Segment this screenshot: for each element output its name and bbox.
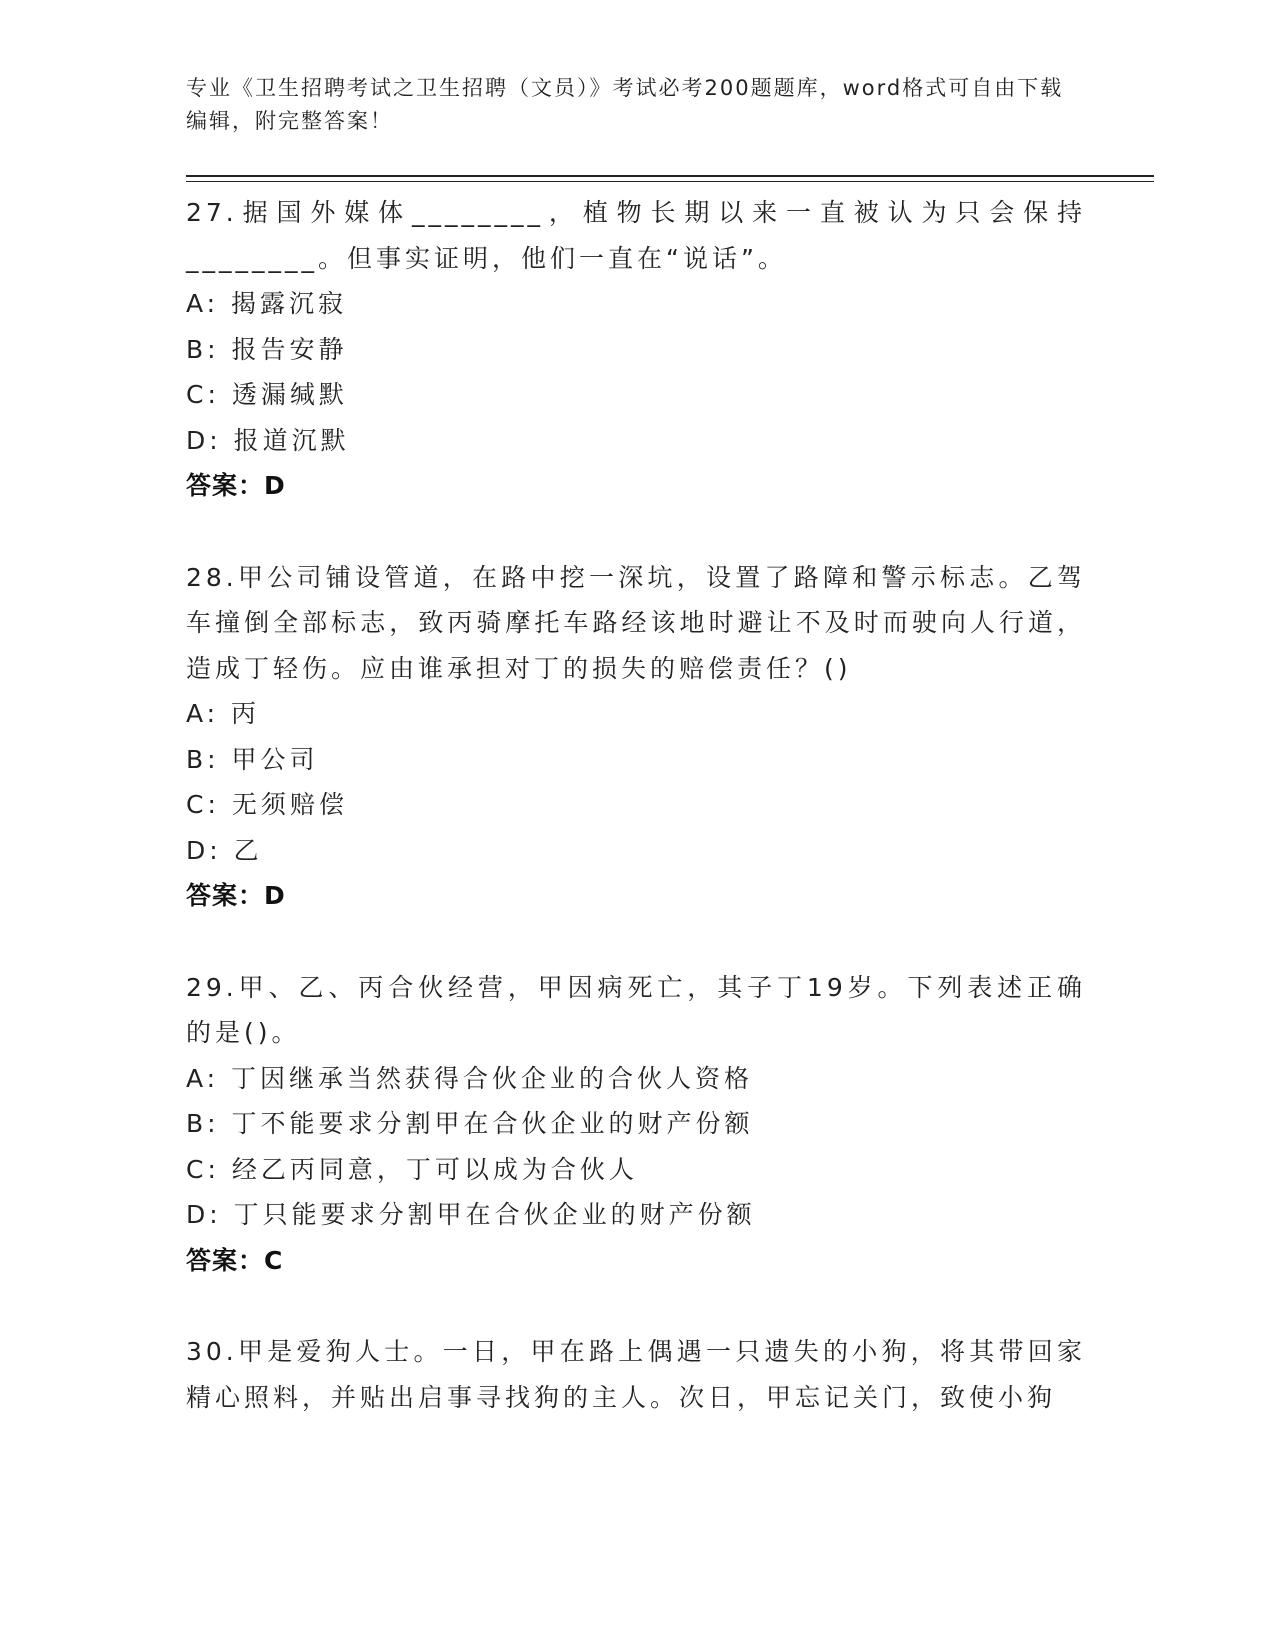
header-divider-thin [186, 181, 1154, 182]
document-header: 专业《卫生招聘考试之卫生招聘（文员）》考试必考200题题库，word格式可自由下载编辑，附完整答案！ [186, 76, 1064, 133]
option-b: B: 丁不能要求分割甲在合伙企业的财产份额 [186, 1109, 754, 1138]
question-29 [186, 965, 1086, 1284]
option-d: D: 报道沉默 [186, 425, 350, 455]
option-d: D: 丁只能要求分割甲在合伙企业的财产份额 [186, 1200, 756, 1229]
question-stem: 30.甲是爱狗人士。一日，甲在路上偶遇一只遗失的小狗，将其带回家精心照料，并贴出启事寻找狗的主人。次日，甲忘记关门，致使小狗 [186, 1337, 1086, 1412]
question-27 [186, 190, 1086, 509]
option-c: C: 透漏缄默 [186, 380, 348, 409]
option-a: A: 丁因继承当然获得合伙企业的合伙人资格 [186, 1063, 754, 1093]
option-c: C: 经乙丙同意，丁可以成为合伙人 [186, 1154, 638, 1184]
option-d: D: 乙 [186, 835, 263, 865]
question-stem: 27.据国外媒体________，植物长期以来一直被认为只会保持________。但事实证明，他们一直在“说话”。 [186, 198, 1086, 273]
option-a: A: 丙 [186, 699, 261, 728]
option-c: C: 无须赔偿 [186, 790, 348, 819]
option-a: A: 揭露沉寂 [186, 289, 348, 318]
question-stem: 28.甲公司铺设管道，在路中挖一深坑，设置了路障和警示标志。乙驾车撞倒全部标志，致丙骑摩托车路经该地时避让不及时而驶向人行道，造成丁轻伤。应由谁承担对丁的损失的赔偿责任？() [186, 562, 1086, 683]
question-28 [186, 555, 1086, 919]
option-b: B: 报告安静 [186, 334, 348, 364]
question-list [186, 190, 1086, 1466]
answer: 答案：D [186, 471, 286, 500]
answer: 答案：C [186, 1245, 284, 1275]
answer: 答案：D [186, 881, 286, 910]
header-divider-thick [186, 175, 1154, 177]
question-stem: 29.甲、乙、丙合伙经营，甲因病死亡，其子丁19岁。下列表述正确的是()。 [186, 972, 1086, 1047]
question-30 [186, 1329, 1086, 1420]
option-b: B: 甲公司 [186, 744, 319, 774]
